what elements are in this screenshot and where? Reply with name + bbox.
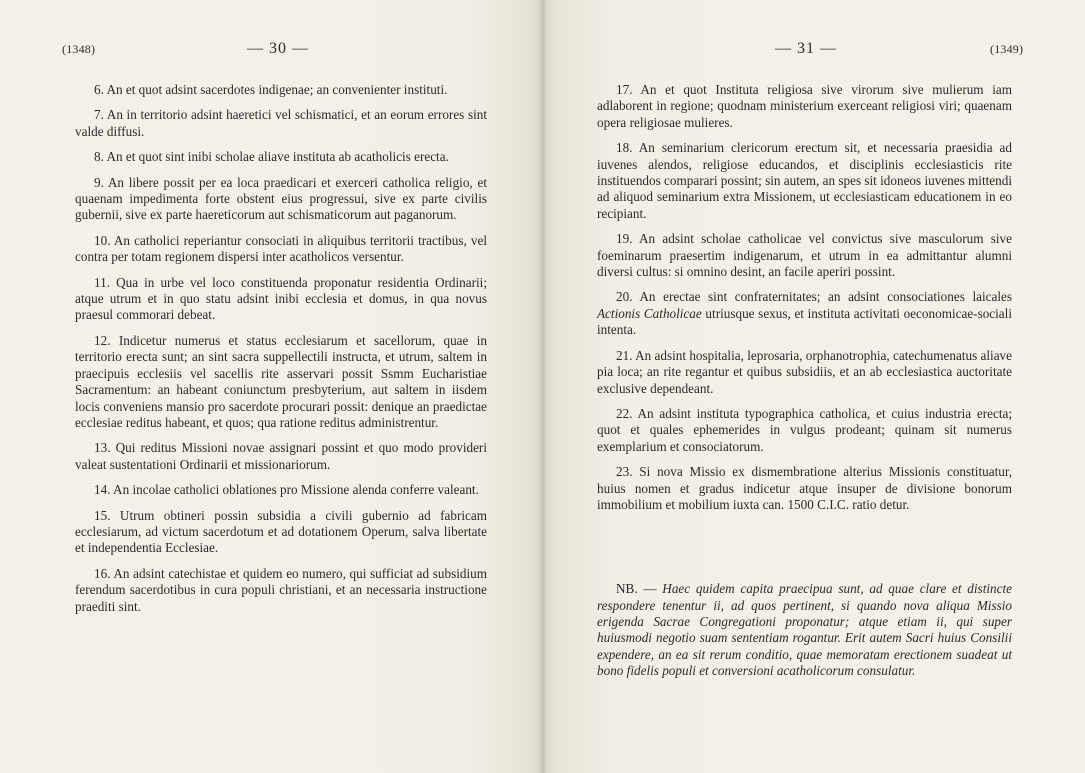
paragraph-8: 8. An et quot sint inibi scholae aliave instituta ab acatholicis erecta. bbox=[94, 149, 449, 165]
paragraph-11: 11. Qua in urbe vel loco constituenda proponatur residentia Ordinarii; atque utrum et in quo statu adsint inibi ecclesia et domus, in qua novus praesul commorari debeat. bbox=[75, 274, 487, 323]
paragraph-10: 10. An catholici reperiantur consociati in aliquibus territorii tractibus, vel contra per totam regionem dispersi inter acatholicos versentur. bbox=[75, 232, 487, 265]
right-page-text bbox=[597, 82, 1012, 513]
paragraph-20-end: utriusque sexus, et instituta activitati oeconomicae-sociali intenta. bbox=[597, 305, 1012, 338]
paragraph-15: 15. Utrum obtineri possin subsidia a civili gubernio ad fabricam ecclesiarum, ad victum sacerdotum et ad dotationem Operum, salva libertate et independentia Ecclesiae. bbox=[75, 507, 487, 556]
paragraph-23: 23. Si nova Missio ex dismembratione alterius Missionis constituatur, huius nomen et gradus indicetur atque insuper de divisione bonorum immobilium et mobilium iuxta can. 1500 C.I.C. ratio detur. bbox=[597, 464, 1012, 512]
paragraph-20-italic: Actionis Catholicae bbox=[597, 305, 702, 321]
paragraph-7: 7. An in territorio adsint haeretici vel schismatici, et an eorum errores sint valde diffusi. bbox=[75, 107, 487, 139]
paragraph-22: 22. An adsint instituta typographica catholica, et cuius industria erecta; quot et quales ephemerides in vulgus prodeant; quinam sit numerus exemplarium et consociatorum. bbox=[597, 405, 1012, 454]
paragraph-14: 14. An incolae catholici oblationes pro Missione alenda conferre valeant. bbox=[94, 482, 479, 498]
right-page-number: — 31 — bbox=[775, 40, 837, 57]
paragraph-12: 12. Indicetur numerus et status ecclesiarum et sacellorum, quae in territorio erecta sunt; an sint sacra suppellectili instructa, et utrum, saltem in praecipuis ecclesiis vel sacellis rite asservari possit Ssmm Eucharistiae Sacramentum: an habeant coniunctum presbyterium, aut saltem in iisdem locis conveniens mansio pro sacerdote procurari possit: denique an praedictae ecclesiae reditus habeant, et quos; qua ratione reditus administrentur. bbox=[75, 332, 487, 430]
paragraph-18: 18. An seminarium clericorum erectum sit, et necessaria praesidia ad iuvenes alendos, religiose educandos, et disciplinis ecclesiasticis rite instituendos comparari possint; sin autem, an spes sit idoneos iuvenes mittendi ad aliquod seminarium extra Missionem, ut ecclesiasticam educationem in eo recipiant. bbox=[597, 140, 1012, 221]
paragraph-21: 21. An adsint hospitalia, leprosaria, orphanotrophia, catechumenatus aliave pia loca; an rite regantur et quibus subsidiis, et an ab ecclesiastica auctoritate exclusive dependeant. bbox=[597, 347, 1012, 396]
paragraph-13: 13. Qui reditus Missioni novae assignari possint et quo modo provideri valeat sustentationi Ordinarii et missionariorum. bbox=[75, 440, 487, 472]
paragraph-17: 17. An et quot Instituta religiosa sive virorum sive mulierum iam adlaborent in regione; quodnam ministerium exerceant religiosi viri; quaenam opera religiosae mulieres. bbox=[597, 82, 1012, 130]
right-page-header: (1349) bbox=[990, 42, 1024, 56]
paragraph-16: 16. An adsint catechistae et quidem eo numero, qui sufficiat ad subsidium ferendum sacerdotibus in cura populi christiani, et an necessaria instructione praediti sint. bbox=[75, 565, 487, 614]
paragraph-19: 19. An adsint scholae catholicae vel convictus sive masculorum sive foeminarum praesertim indigenarum, et utrum in ea admittantur alumni diversi cultus: si omnino desint, an facile aperiri possint. bbox=[597, 231, 1012, 280]
left-page-number: — 30 — bbox=[247, 40, 309, 57]
left-page-text bbox=[75, 82, 487, 615]
paragraph-20 bbox=[597, 289, 1012, 338]
nota-bene bbox=[597, 581, 1012, 679]
nota-bene-text: Haec quidem capita praecipua sunt, ad quae clare et distincte respondere tenentur ii, ad quos pertinent, si quando nova aliqua Missio erigenda Sacrae Congregationi proponatur; atque etiam ii, qui super huiusmodi negotio suam sententiam rogantur. Erit autem Sacri huius Consilii expendere, an ea sit rerum conditio, quae memoratam erectionem suadeat ut bono fidelis populi et conversioni acatholicorum consulatur. bbox=[597, 581, 1012, 679]
paragraph-6: 6. An et quot adsint sacerdotes indigenae; an convenienter instituti. bbox=[94, 82, 448, 97]
book-gutter bbox=[539, 0, 547, 773]
paragraph-20-start: 20. An erectae sint confraternitates; an adsint consociationes laicales bbox=[616, 289, 1012, 305]
nota-bene-label: NB. — bbox=[616, 581, 663, 597]
left-page-header: (1348) bbox=[62, 42, 96, 56]
paragraph-9: 9. An libere possit per ea loca praedicari et exerceri catholica religio, et quaenam impedimenta forte obstent eius progressui, sive ex parte civilis gubernii, sive ex parte haereticorum aut schismaticorum aut paganorum. bbox=[75, 174, 487, 223]
